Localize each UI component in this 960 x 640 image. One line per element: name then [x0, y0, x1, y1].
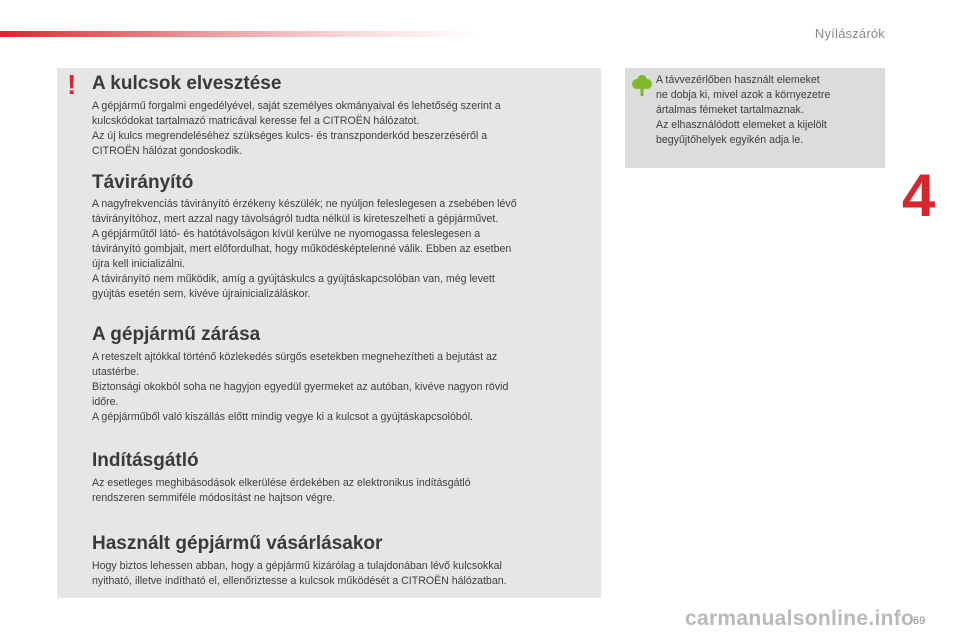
section-body-immobiliser: Az esetleges meghibásodások elkerülése érdekében az elektronikus indításgátló rendszeren semmiféle módosítást ne hajtson végre. — [92, 477, 471, 504]
page-number: 69 — [913, 615, 926, 627]
eco-note-text: A távvezérlőben használt elemeket ne dobja ki, mivel azok a környezetre ártalmas fémeket tartalmaznak. Az elhasználódott elemeket a kijelölt begyűjtőhelyek egyikén adja le. — [656, 74, 831, 146]
watermark: carmanualsonline.info — [685, 607, 915, 630]
section-body-used-vehicle: Hogy biztos lehessen abban, hogy a gépjármű kizárólag a tulajdonában lévő kulcsokkal nyitható, illetve indítható el, ellenőriztesse a kulcsok működését a CITROËN hálózatban. — [92, 560, 507, 587]
header-accent-bar — [0, 31, 480, 37]
chapter-number: 4 — [902, 162, 936, 229]
section-title: Nyílászárók — [814, 26, 885, 41]
section-body-lost-keys: A gépjármű forgalmi engedélyével, saját személyes okmányaival és lehetőség szerint a kulcskódokat tartalmazó matricával keresse fel a CITROËN hálózatot. Az új kulcs megrendeléséhez szükséges kulcs- és transzponderkód beszerzéséről a CITROËN hálózat gondoskodik. — [92, 100, 501, 157]
section-heading-remote-control: Távirányító — [92, 172, 194, 193]
exclamation-icon: ! — [67, 69, 77, 100]
section-body-remote-control: A nagyfrekvenciás távirányító érzékeny készülék; ne nyúljon feleslegesen a zsebében lévő távirányítóhoz, mert azzal nagy távolságról tudta nélkül is kireteszelheti a gépjárművet. A gépjárműtől látó- és hatótávolságon kívül kerülve ne nyomogassa feleslegesen a távirányító gombjait, mert előfordulhat, hogy működésképtelenné válik. Ebben az esetben újra kell inicializálni. A távirányító nem működik, amíg a gyújtáskulcs a gyújtáskapcsolóban van, még levett gyújtás esetén sem, kivéve újrainicializáláskor. — [92, 198, 517, 300]
section-body-vehicle-locking: A reteszelt ajtókkal történő közlekedés sürgős esetekben megnehezítheti a bejutást az utastérbe. Biztonsági okokból soha ne hagyjon egyedül gyermeket az autóban, kivéve nagyon rövid időre. A gépjárműből való kiszállás előtt mindig vegye ki a kulcsot a gyújtáskapcsolóból. — [92, 351, 509, 423]
section-heading-immobiliser: Indításgátló — [92, 450, 199, 471]
section-heading-used-vehicle: Használt gépjármű vásárlásakor — [92, 533, 383, 554]
tree-icon — [632, 74, 652, 96]
section-heading-vehicle-locking: A gépjármű zárása — [92, 324, 261, 345]
section-heading-lost-keys: A kulcsok elvesztése — [92, 73, 282, 94]
